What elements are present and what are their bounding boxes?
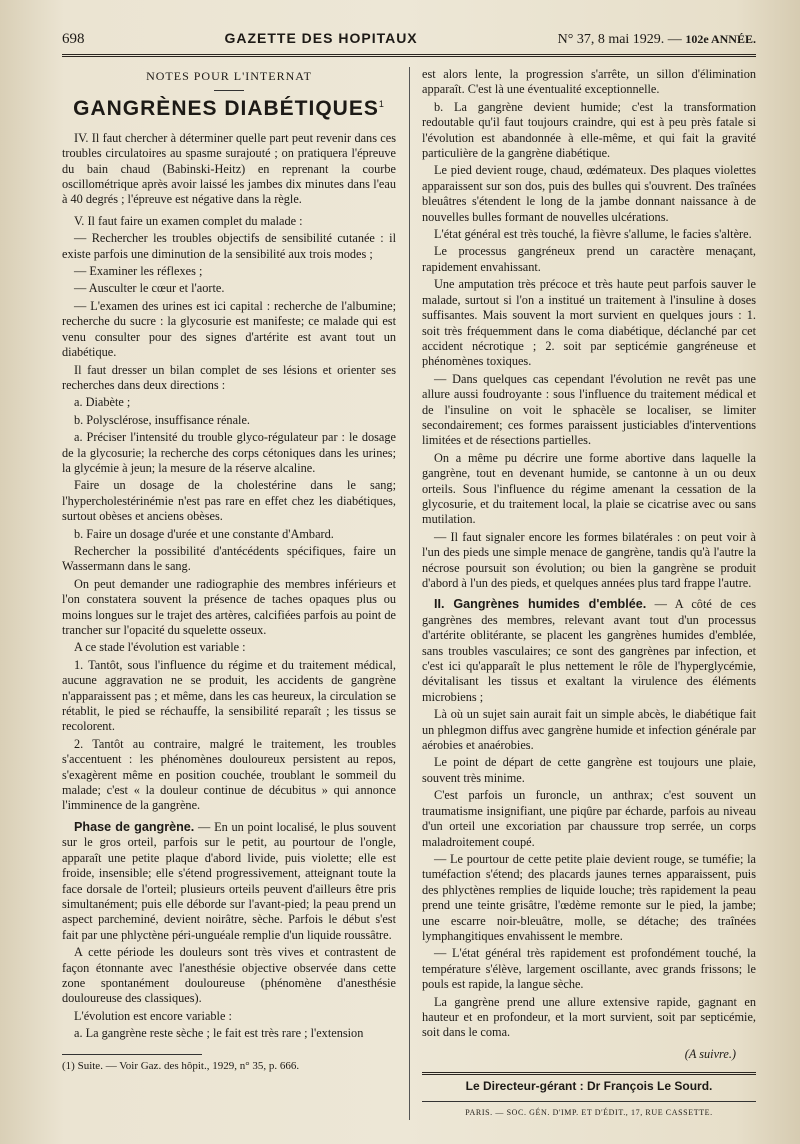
paragraph: Il faut dresser un bilan complet de ses lésions et orienter ses recherches dans deux directions : bbox=[62, 362, 396, 392]
paragraph: V. Il faut faire un examen complet du malade : bbox=[74, 213, 303, 228]
paragraph: Une amputation très précoce et très haute peut parfois sauver le malade, surtout si l'on a institué un traitement à l'insuline à doses suffisantes. Mais souvent la mort survient en quelques jours : 1. soit très fréquemment dans le coma diabétique, déclanché par cet accident nécrotique ; 2. soit par septicémie gangréneuse et phénomènes toxiques. bbox=[422, 277, 756, 369]
paragraph: — L'examen des urines est ici capital : recherche de l'albumine; recherche du sucre : la glycosurie est manifeste; ce malade qui est venu consulter pour des signes d'artérite est avant tout un diabétique. bbox=[62, 298, 396, 360]
paragraph: est alors lente, la progression s'arrête, un sillon d'élimination apparaît. C'est là une éventualité exceptionnelle. bbox=[422, 67, 756, 97]
paragraph: b. Polysclérose, insuffisance rénale. bbox=[74, 412, 250, 427]
journal-title: GAZETTE DES HOPITAUX bbox=[224, 30, 418, 46]
paragraph: A cette période les douleurs sont très vives et contrastent de façon étonnante avec l'anesthésie objective observée dans cette zone spontanément douloureuse (phénomène d'anesthésie douloureuse des classiques). bbox=[62, 945, 396, 1006]
paragraph: On peut demander une radiographie des membres inférieurs et l'on constatera souvent la présence de taches opaques plus ou moins longues sur le trajet des artères, calcifiées parfois au point de trancher sur l'opacité du squelette osseux. bbox=[62, 576, 396, 637]
paragraph: 2. Tantôt au contraire, malgré le traitement, les troubles s'accentuent : les phénomènes douloureux persistent au repos, s'exagèrent même en position couchée, troublant le sommeil du malade; c'est « la douleur continue de décubitus » qui annonce l'imminence de la gangrène. bbox=[62, 736, 396, 813]
footnote-divider bbox=[62, 1054, 202, 1055]
divider bbox=[214, 90, 244, 91]
paragraph: b. La gangrène devient humide; c'est la transformation redoutable qu'il faut toujours craindre, qui est à peu près fatale si l'évolution est abandonnée à elle-même, et qui fait la gravité particulière de la gangrène diabétique. bbox=[422, 99, 756, 161]
paragraph: A ce stade l'évolution est variable : bbox=[74, 640, 246, 655]
phase-paragraph: Phase de gangrène. — En un point localisé, le plus souvent sur le gros orteil, parfois sur le petit, au pourtour de l'ongle, apparaît une petite plaque d'abord livide, puis violette; elle est froide, insensible; elle s'étend progressivement, atteignant toute la face dorsale de l'orteil; plusieurs orteils peuvent d'ailleurs être pris simultanément; puis elle déborde sur l'avant-pied; la peau prend un aspect parcheminé, devient noirâtre, sèche. Parfois le début s'est fait par une phlyctène péri-unguéale remplie d'un liquide roussâtre. bbox=[62, 819, 396, 942]
paragraph: — Il faut signaler encore les formes bilatérales : on peut voir à l'un des pieds une simple menace de gangrène, tandis qu'à l'autre la nécrose poursuit son évolution; ou bien la gangrène se produit d'abord à l'un des pieds, et quelques années plus tard frappe l'autre. bbox=[422, 529, 756, 590]
issue-info: N° 37, 8 mai 1929. — 102e ANNÉE. bbox=[557, 32, 756, 47]
columns bbox=[62, 67, 756, 1120]
right-column bbox=[422, 67, 756, 1120]
paragraph: — Examiner les réflexes ; bbox=[74, 264, 203, 279]
director-signature: Le Directeur-gérant : Dr François Le Sourd. bbox=[422, 1072, 756, 1094]
to-be-continued: (A suivre.) bbox=[684, 1046, 736, 1061]
paragraph: 1. Tantôt, sous l'influence du régime et du traitement médical, aucune aggravation ne se produit, les accidents de gangrène n'apparaissent pas ; et même, dans les cas heureux, la circulation se rétablit, le pied se réchauffe, la sensibilité reparaît ; les tissus se recolorent. bbox=[62, 657, 396, 734]
paragraph: — Le pourtour de cette petite plaie devient rouge, se tuméfie; la tuméfaction s'étend; des placards jaunes ternes apparaissent, puis des phlyctènes remplies de liquide louche; très rapidement la peau prend une teinte grisâtre, l'œdème remonte sur le pied, la jambe; une escarre noir-bleuâtre, molle, se détache; des traînées lymphangitiques envahissent le membre. bbox=[422, 851, 756, 943]
paragraph: Le processus gangréneux prend un caractère menaçant, rapidement envahissant. bbox=[422, 244, 756, 274]
section-label: NOTES POUR L'INTERNAT bbox=[146, 69, 312, 83]
page-header bbox=[62, 30, 756, 57]
paragraph: — Dans quelques cas cependant l'évolution ne revêt pas une allure aussi foudroyante : sous l'influence du traitement médical et de l'insuline on voit le sphacèle se localiser, se limiter secondairement; ces formes paraissent justiciables d'interventions limitées et de résections partielles. bbox=[422, 371, 756, 448]
paragraph: b. Faire un dosage d'urée et une constante d'Ambard. bbox=[74, 526, 334, 541]
subheading: II. Gangrènes humides d'emblée. bbox=[434, 597, 647, 612]
page-number: 698 bbox=[62, 31, 85, 47]
left-column bbox=[62, 67, 396, 1120]
paragraph: On a même pu décrire une forme abortive dans laquelle la gangrène, tout en devenant humide, se cantonne à un ou deux orteils. Sous l'influence du régime amenant la cessation de la glycosurie, et du traitement local, la plaie se cicatrise avec ou sans mutilation. bbox=[422, 450, 756, 527]
paragraph: C'est parfois un furoncle, un anthrax; c'est souvent un traumatisme insignifiant, une piqûre par écharde, parfois au niveau d'un orteil une excoriation par chaussure trop serrée, un corps maladroitement coupé. bbox=[422, 788, 756, 849]
subheading: Phase de gangrène. bbox=[74, 819, 195, 834]
paragraph: Le point de départ de cette gangrène est toujours une plaie, souvent très minime. bbox=[422, 755, 756, 785]
paragraph: IV. Il faut chercher à déterminer quelle part peut revenir dans ces troubles circulatoires au spasme surajouté ; on pratiquera l'épreuve du bain chaud (Babinski-Heitz) en reprenant la courbe oscillométrique après avoir laissé les jambes dix minutes dans l'eau à 40 degrés ; l'épreuve est négative dans la règle. bbox=[62, 130, 396, 207]
paragraph: a. Diabète ; bbox=[74, 395, 131, 410]
paragraph: Rechercher la possibilité d'antécédents spécifiques, faire un Wassermann dans le sang. bbox=[62, 543, 396, 574]
paragraph: L'état général est très touché, la fièvre s'allume, le facies s'altère. bbox=[434, 227, 752, 242]
section2-paragraph: II. Gangrènes humides d'emblée. — A côté de ces gangrènes des membres, relevant avant tout d'un processus d'artérite oblitérante, se placent les gangrènes humides d'emblée, sans troubles vasculaires; ce sont des gangrènes par infection, et c'est ici qu'apparaît le plus nettement le rôle de l'hyperglycémie, dévitalisant les tissus et exaltant la virulence des éléments microbiens ; bbox=[422, 597, 756, 704]
paragraph: Là où un sujet sain aurait fait un simple abcès, le diabétique fait un phlegmon diffus avec gangrène humide et infection générale par aérobies et anaérobies. bbox=[422, 707, 756, 753]
footnote-mark: 1 bbox=[378, 99, 385, 110]
paragraph: a. Préciser l'intensité du trouble glyco-régulateur par : le dosage de la glycosurie; la recherche des corps cétoniques dans les urines; la glycémie à jeun; la mesure de la réserve alcaline. bbox=[62, 430, 396, 475]
paragraph: — L'état général très rapidement est profondément touché, la température s'élève, largement oscillante, avec grands frissons; le pouls est rapide, la langue sèche. bbox=[422, 946, 756, 992]
paragraph: — Ausculter le cœur et l'aorte. bbox=[74, 281, 225, 296]
printer-line: PARIS. — SOC. GÉN. D'IMP. ET D'ÉDIT., 17, RUE CASSETTE. bbox=[422, 1101, 756, 1120]
footnote: (1) Suite. — Voir Gaz. des hôpit., 1929, n° 35, p. 666. bbox=[62, 1059, 300, 1072]
paragraph: a. La gangrène reste sèche ; le fait est très rare ; l'extension bbox=[74, 1026, 364, 1041]
article-title: GANGRÈNES DIABÉTIQUES$^1$ bbox=[73, 97, 385, 121]
paragraph: L'évolution est encore variable : bbox=[74, 1008, 232, 1023]
paragraph: Le pied devient rouge, chaud, œdémateux. Des plaques violettes apparaissent sur son dos, puis des bulles qui s'ouvrent. Des traînées bleuâtres s'étendent le long de la jambe donnant naissance à de nouvelles bulles formant de nouvelles ulcérations. bbox=[422, 163, 756, 224]
paragraph: Faire un dosage de la cholestérine dans le sang; l'hypercholestérinémie n'est pas rare en effet chez les diabétiques, surtout obèses et anciens obèses. bbox=[62, 478, 396, 524]
paragraph: La gangrène prend une allure extensive rapide, gagnant en hauteur et en profondeur, et la mort survient, soit par septicémie, soit dans le coma. bbox=[422, 994, 756, 1040]
paragraph: — Rechercher les troubles objectifs de sensibilité cutanée : il existe parfois une diminution de la sensibilité aux trois modes ; bbox=[62, 231, 396, 261]
